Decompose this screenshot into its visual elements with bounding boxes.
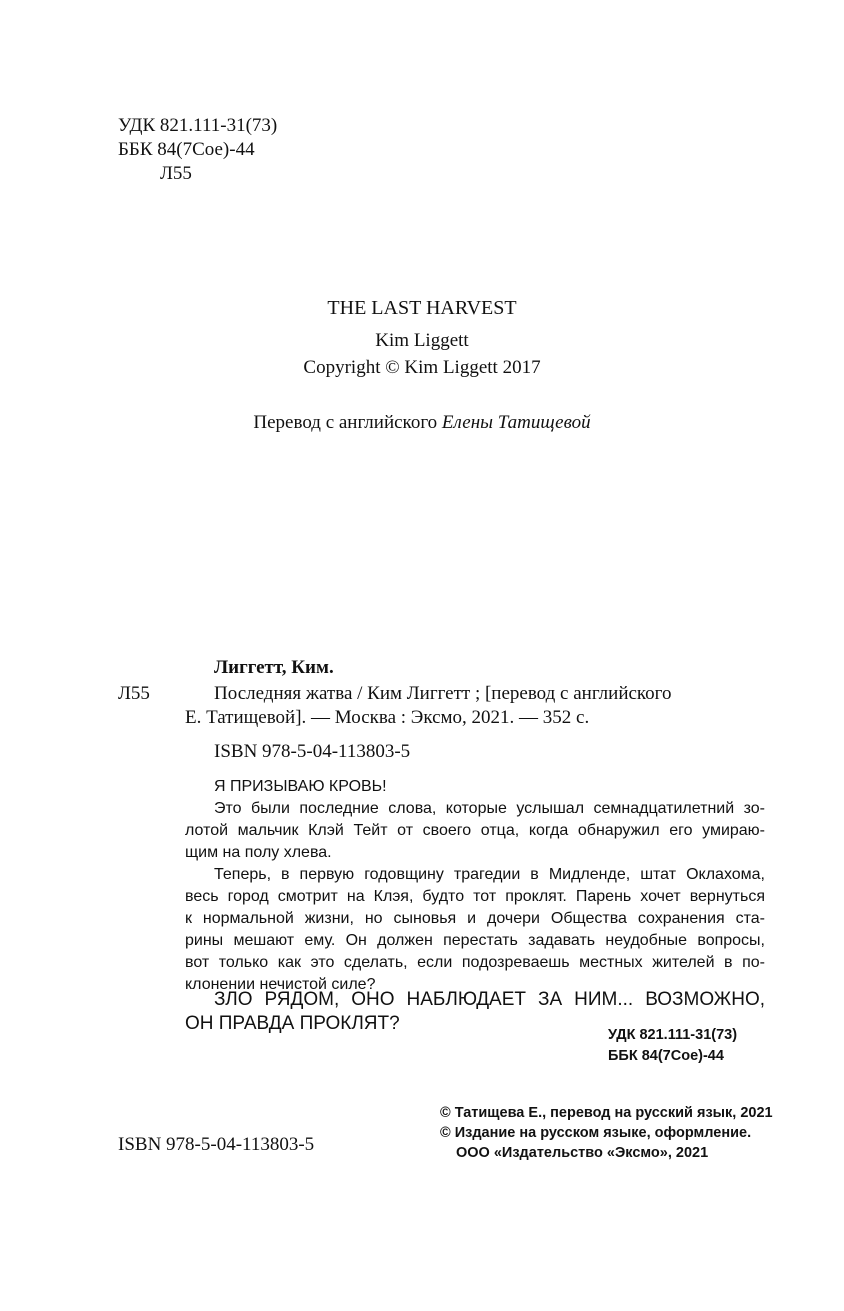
- copyright-edition: © Издание на русском языке, оформление.: [440, 1125, 752, 1141]
- bottom-bbk-code: ББК 84(7Сое)-44: [608, 1048, 724, 1064]
- translation-line: [0, 412, 844, 434]
- annotation-line: клонении нечистой силе?: [185, 976, 376, 993]
- annotation-line: ОН ПРАВДА ПРОКЛЯТ?: [185, 1013, 400, 1034]
- catalog-description-line1: Последняя жатва / Ким Лиггетт ; [перевод с английского: [214, 683, 672, 704]
- catalog-author-heading: Лиггетт, Ким.: [214, 657, 334, 678]
- annotation-line: рины мешают ему. Он должен перестать задавать неудобные вопросы,: [185, 932, 765, 949]
- translation-prefix: Перевод с английского: [253, 412, 438, 433]
- copyright-publisher: ООО «Издательство «Эксмо», 2021: [456, 1145, 709, 1161]
- udk-code: УДК 821.111-31(73): [118, 115, 278, 136]
- catalog-isbn: ISBN 978-5-04-113803-5: [214, 741, 411, 762]
- annotation-line: ЗЛО РЯДОМ, ОНО НАБЛЮДАЕТ ЗА НИМ... ВОЗМОЖНО,: [214, 989, 765, 1010]
- annotation-line: щим на полу хлева.: [185, 844, 332, 861]
- annotation-line: лотой мальчик Клэй Тейт от своего отца, когда обнаружил его умираю-: [185, 822, 765, 839]
- annotation-line: к нормальной жизни, но сыновья и дочери Общества сохранения ста-: [185, 910, 765, 927]
- original-title: THE LAST HARVEST: [327, 297, 517, 319]
- annotation-line: весь город смотрит на Клэя, будто тот проклят. Парень хочет вернуться: [185, 888, 765, 905]
- annotation-line: Это были последние слова, которые услышал семнадцатилетний зо-: [214, 800, 765, 817]
- annotation-line: вот только как это сделать, если подозреваешь местных жителей в по-: [185, 954, 765, 971]
- bottom-udk-code: УДК 821.111-31(73): [608, 1027, 738, 1043]
- catalog-description-line2: Е. Татищевой]. — Москва : Эксмо, 2021. — 352 с.: [185, 707, 590, 728]
- original-author: Kim Liggett: [375, 330, 469, 351]
- copyright-translation: © Татищева Е., перевод на русский язык, 2021: [440, 1105, 773, 1121]
- annotation-paragraph-2: [185, 864, 765, 996]
- author-mark: Л55: [160, 163, 192, 184]
- footer-isbn: ISBN 978-5-04-113803-5: [118, 1134, 315, 1155]
- catalog-mark: Л55: [118, 683, 150, 704]
- original-copyright: Copyright © Kim Liggett 2017: [303, 357, 541, 378]
- annotation-paragraph-1: [185, 798, 765, 864]
- annotation-headline: Я ПРИЗЫВАЮ КРОВЬ!: [214, 778, 387, 795]
- translator-name: Елены Татищевой: [441, 412, 591, 433]
- bbk-code: ББК 84(7Сое)-44: [118, 139, 255, 160]
- annotation-line: Теперь, в первую годовщину трагедии в Мидленде, штат Оклахома,: [214, 866, 765, 883]
